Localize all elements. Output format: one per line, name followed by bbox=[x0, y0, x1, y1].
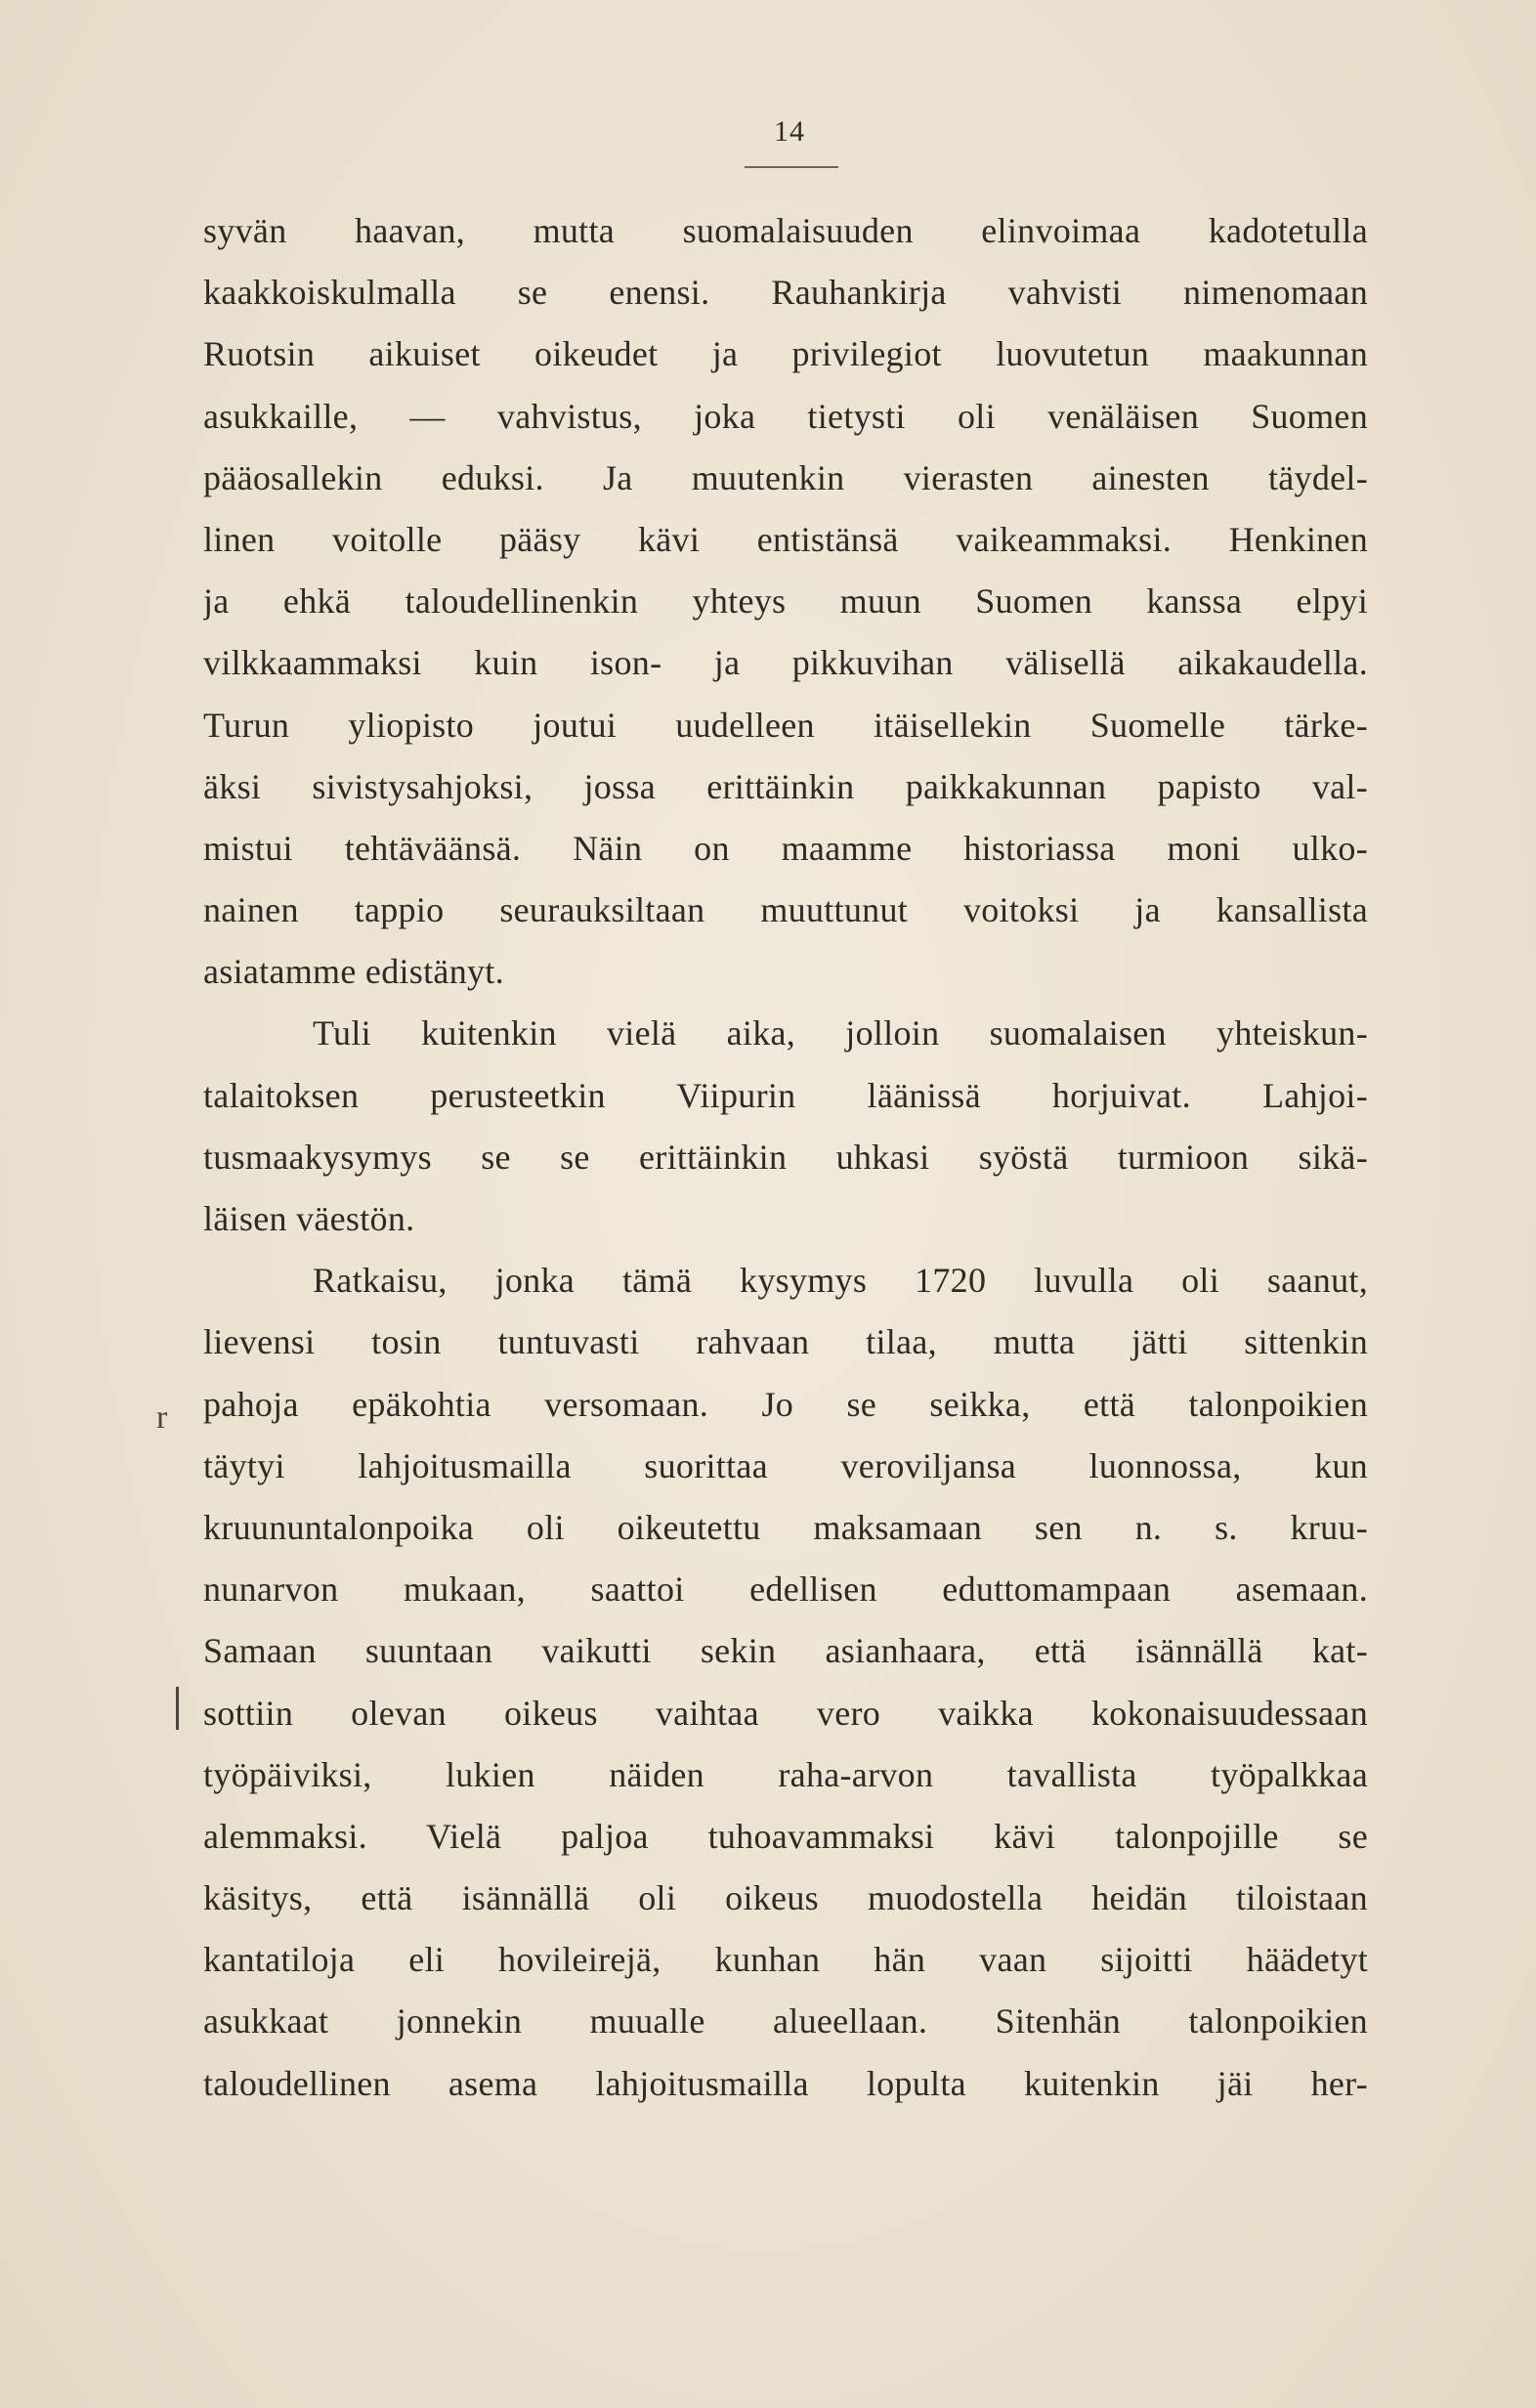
text-line: työpäiviksi, lukien näiden raha-arvon tavallista työpalkkaa bbox=[203, 1754, 1368, 1794]
page-number: 14 bbox=[774, 115, 805, 148]
text-line: asiatamme edistänyt. bbox=[203, 952, 504, 992]
text-line: Ruotsin aikuiset oikeudet ja privilegiot luovutetun maakunnan bbox=[203, 334, 1368, 374]
text-line: tusmaakysymys se se erittäinkin uhkasi syöstä turmioon sikä- bbox=[203, 1137, 1368, 1177]
text-line: ja ehkä taloudellinenkin yhteys muun Suomen kanssa elpyi bbox=[203, 581, 1368, 622]
text-line: sottiin olevan oikeus vaihtaa vero vaikka kokonaisuudessaan bbox=[203, 1693, 1368, 1733]
text-line: kaakkoiskulmalla se enensi. Rauhankirja vahvisti nimenomaan bbox=[203, 273, 1368, 313]
body-text bbox=[203, 200, 1368, 2115]
text-line: mistui tehtäväänsä. Näin on maamme historiassa moni ulko- bbox=[203, 828, 1368, 868]
text-line: Tuli kuitenkin vielä aika, jolloin suomalaisen yhteiskun- bbox=[313, 1013, 1368, 1054]
page-number-rule bbox=[745, 166, 838, 168]
text-line: Ratkaisu, jonka tämä kysymys 1720 luvulla oli saanut, bbox=[313, 1261, 1368, 1301]
text-line: pahoja epäkohtia versomaan. Jo se seikka, että talonpoikien bbox=[203, 1384, 1368, 1424]
text-line: käsitys, että isännällä oli oikeus muodostella heidän tiloistaan bbox=[203, 1878, 1368, 1918]
text-line: äksi sivistysahjoksi, jossa erittäinkin paikkakunnan papisto val- bbox=[203, 766, 1368, 806]
text-line: taloudellinen asema lahjoitusmailla lopulta kuitenkin jäi her- bbox=[203, 2063, 1368, 2103]
text-line: talaitoksen perusteetkin Viipurin läänissä horjuivat. Lahjoi- bbox=[203, 1075, 1368, 1115]
text-line: pääosallekin eduksi. Ja muutenkin vierasten ainesten täydel- bbox=[203, 457, 1368, 497]
text-line: Samaan suuntaan vaikutti sekin asianhaara, että isännällä kat- bbox=[203, 1631, 1368, 1671]
text-line: läisen väestön. bbox=[203, 1199, 415, 1238]
text-line: linen voitolle pääsy kävi entistänsä vaikeammaksi. Henkinen bbox=[203, 519, 1368, 559]
margin-pencil-mark: r bbox=[156, 1399, 168, 1436]
margin-pencil-line bbox=[176, 1687, 179, 1730]
text-line: alemmaksi. Vielä paljoa tuhoavammaksi kävi talonpojille se bbox=[203, 1816, 1368, 1856]
text-line: kantatiloja eli hovileirejä, kunhan hän vaan sijoitti häädetyt bbox=[203, 1940, 1368, 1980]
text-line: kruununtalonpoika oli oikeutettu maksamaan sen n. s. kruu- bbox=[203, 1507, 1368, 1547]
text-line: syvän haavan, mutta suomalaisuuden elinvoimaa kadotetulla bbox=[203, 211, 1368, 250]
text-line: asukkaat jonnekin muualle alueellaan. Sitenhän talonpoikien bbox=[203, 2001, 1368, 2042]
text-line: nainen tappio seurauksiltaan muuttunut voitoksi ja kansallista bbox=[203, 890, 1368, 930]
text-line: nunarvon mukaan, saattoi edellisen eduttomampaan asemaan. bbox=[203, 1570, 1368, 1610]
text-line: Turun yliopisto joutui uudelleen itäisellekin Suomelle tärke- bbox=[203, 705, 1368, 745]
text-line: asukkaille, — vahvistus, joka tietysti oli venäläisen Suomen bbox=[203, 396, 1368, 436]
text-line: täytyi lahjoitusmailla suorittaa veroviljansa luonnossa, kun bbox=[203, 1445, 1368, 1485]
text-line: vilkkaammaksi kuin ison- ja pikkuvihan välisellä aikakaudella. bbox=[203, 643, 1368, 683]
text-line: lievensi tosin tuntuvasti rahvaan tilaa, mutta jätti sittenkin bbox=[203, 1322, 1368, 1362]
